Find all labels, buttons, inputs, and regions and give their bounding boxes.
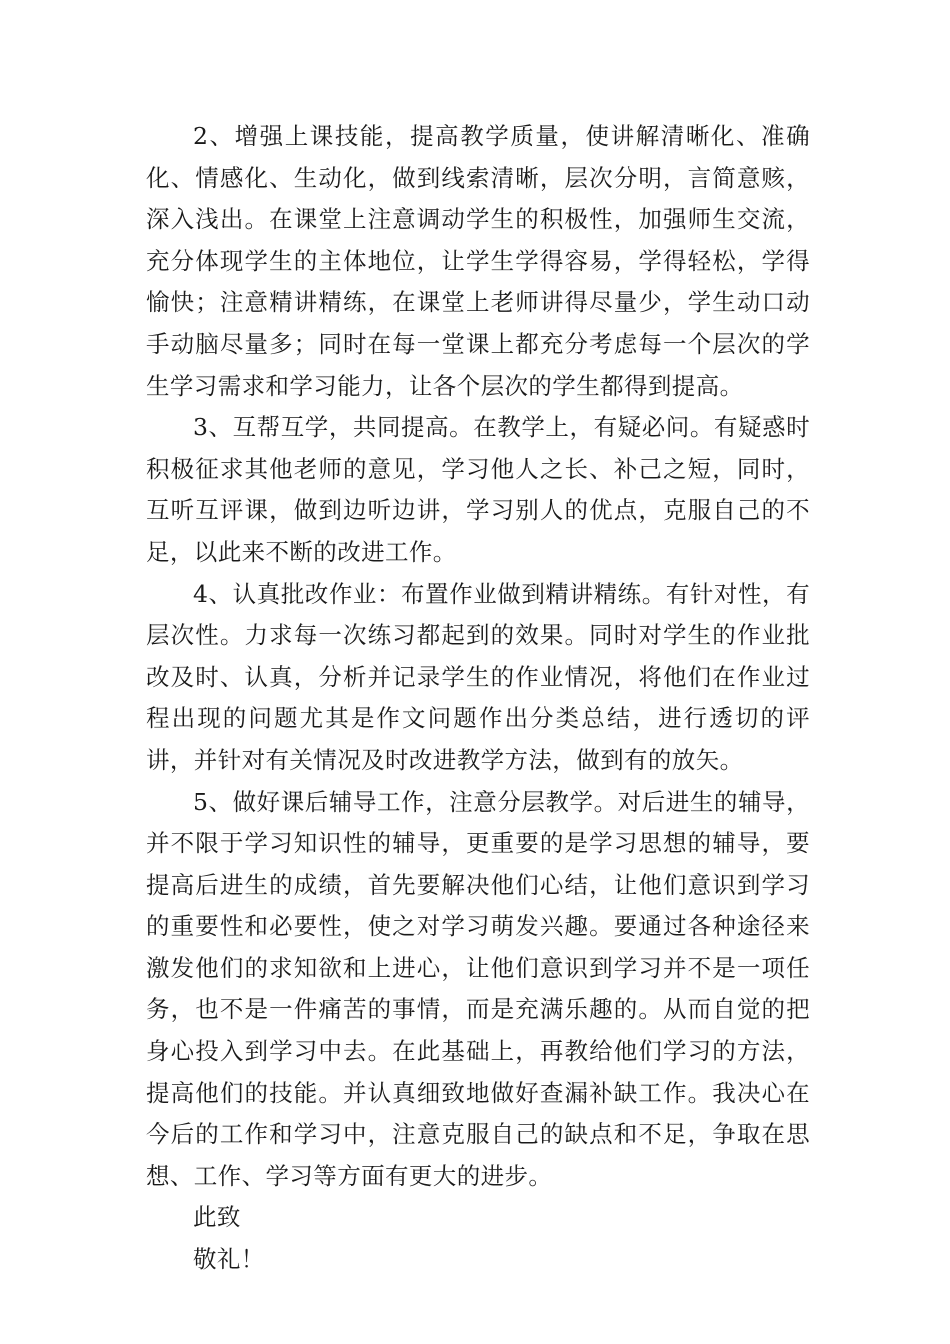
closing-regards: 敬礼！ — [193, 1245, 265, 1274]
paragraph-item-4: 4、认真批改作业：布置作业做到精讲精练。有针对性，有层次性。力求每一次练习都起到的效果。同时对学生的作业批改及时、认真，分析并记录学生的作业情况，将他们在作业过程出现的问题尤其是作文问题作出分类总结，进行透切的评讲，并针对有关情况及时改进教学方法，做到有的放矢。 — [146, 579, 810, 774]
document-body — [146, 116, 810, 1281]
paragraph-item-2: 2、增强上课技能，提高教学质量，使讲解清晰化、准确化、情感化、生动化，做到线索清晰，层次分明，言简意赅，深入浅出。在课堂上注意调动学生的积极性，加强师生交流，充分体现学生的主体地位，让学生学得容易，学得轻松，学得愉快；注意精讲精练，在课堂上老师讲得尽量少，学生动口动手动脑尽量多；同时在每一堂课上都充分考虑每一个层次的学生学习需求和学习能力，让各个层次的学生都得到提高。 — [146, 122, 810, 400]
closing-salutation: 此致 — [193, 1203, 241, 1232]
paragraph-item-3: 3、互帮互学，共同提高。在教学上，有疑必问。有疑惑时积极征求其他老师的意见，学习他人之长、补己之短，同时，互听互评课，做到边听边讲，学习别人的优点，克服自己的不足，以此来不断的改进工作。 — [146, 413, 810, 566]
paragraph-item-5: 5、做好课后辅导工作，注意分层教学。对后进生的辅导，并不限于学习知识性的辅导，更重要的是学习思想的辅导，要提高后进生的成绩，首先要解决他们心结，让他们意识到学习的重要性和必要性，使之对学习萌发兴趣。要通过各种途径来激发他们的求知欲和上进心，让他们意识到学习并不是一项任务，也不是一件痛苦的事情，而是充满乐趣的。从而自觉的把身心投入到学习中去。在此基础上，再教给他们学习的方法，提高他们的技能。并认真细致地做好查漏补缺工作。我决心在今后的工作和学习中，注意克服自己的缺点和不足，争取在思想、工作、学习等方面有更大的进步。 — [146, 787, 810, 1190]
